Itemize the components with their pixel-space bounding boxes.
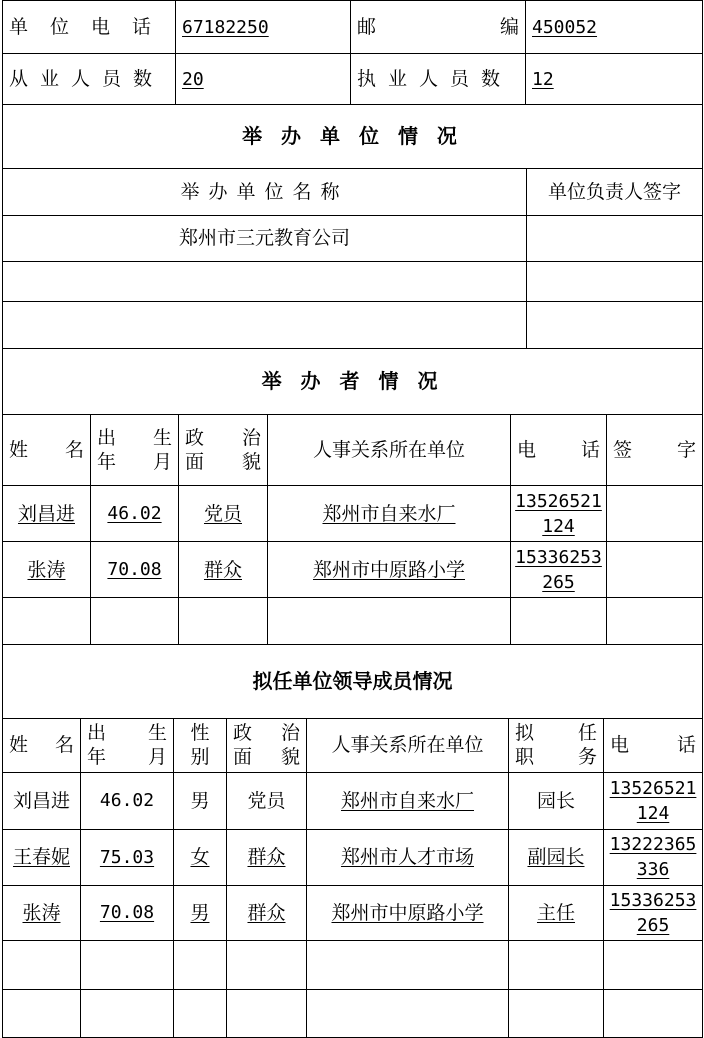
header-name: 姓 名	[3, 718, 81, 772]
leader-sex: 男	[174, 885, 227, 940]
leader-sex	[174, 989, 227, 1037]
table-row	[3, 542, 703, 598]
leader-birth: 70.08	[81, 885, 174, 940]
organizer-unit-sign	[527, 261, 703, 301]
organizer-unit	[268, 598, 511, 645]
organizer-birth: 70.08	[91, 542, 179, 598]
leader-name: 张涛	[3, 885, 81, 940]
header-name: 姓 名	[3, 415, 91, 486]
licensed-label: 执业人员数	[351, 54, 526, 105]
organizers-table	[2, 349, 703, 646]
leader-political: 党员	[227, 772, 307, 829]
organizer-sign	[607, 542, 703, 598]
leader-name: 王春妮	[3, 829, 81, 885]
header-birth: 出 生 年 月	[91, 415, 179, 486]
organizer-sign	[607, 486, 703, 542]
leader-sex: 女	[174, 829, 227, 885]
header-phone: 电 话	[511, 415, 607, 486]
leader-sex	[174, 940, 227, 989]
table-row	[3, 989, 703, 1037]
leader-political	[227, 940, 307, 989]
organizer-unit-name: 郑州市三元教育公司	[3, 215, 527, 261]
phone-value: 67182250	[176, 1, 351, 54]
header-sign: 签 字	[607, 415, 703, 486]
table-row	[3, 598, 703, 645]
header-political: 政 治 面 貌	[179, 415, 268, 486]
leader-phone	[604, 940, 703, 989]
header-post: 拟 任 职 务	[509, 718, 604, 772]
staff-value: 20	[176, 54, 351, 105]
leader-political	[227, 989, 307, 1037]
organizer-political: 党员	[179, 486, 268, 542]
table-row	[3, 486, 703, 542]
table-row	[3, 772, 703, 829]
leader-political: 群众	[227, 885, 307, 940]
staff-label: 从业人员数	[3, 54, 176, 105]
leader-unit: 郑州市自来水厂	[307, 772, 509, 829]
organizer-sign	[607, 598, 703, 645]
table-row	[3, 940, 703, 989]
header-unit: 人事关系所在单位	[268, 415, 511, 486]
leader-sex: 男	[174, 772, 227, 829]
leader-birth	[81, 940, 174, 989]
organizer-name	[3, 598, 91, 645]
table-row	[3, 829, 703, 885]
organizer-unit-sign	[527, 215, 703, 261]
postcode-label: 邮 编	[351, 1, 526, 54]
leader-phone	[604, 989, 703, 1037]
leader-post: 主任	[509, 885, 604, 940]
organizer-phone	[511, 598, 607, 645]
organizer-unit: 郑州市自来水厂	[268, 486, 511, 542]
leader-unit	[307, 940, 509, 989]
organizer-unit: 郑州市中原路小学	[268, 542, 511, 598]
organizer-phone: 15336253265	[511, 542, 607, 598]
phone-label: 单位电话	[3, 1, 176, 54]
leader-phone: 13526521124	[604, 772, 703, 829]
organizer-political: 群众	[179, 542, 268, 598]
leader-unit	[307, 989, 509, 1037]
organizer-units-table	[2, 105, 703, 349]
table-row	[3, 885, 703, 940]
leader-post	[509, 989, 604, 1037]
leaders-title: 拟任单位领导成员情况	[3, 645, 703, 718]
leader-name	[3, 940, 81, 989]
organizer-unit-sign-header: 单位负责人签字	[527, 168, 703, 215]
organizer-unit-name	[3, 301, 527, 348]
organizer-unit-sign	[527, 301, 703, 348]
leader-post	[509, 940, 604, 989]
organizer-name: 张涛	[3, 542, 91, 598]
leader-phone: 13222365336	[604, 829, 703, 885]
organizer-name: 刘昌进	[3, 486, 91, 542]
registration-form	[2, 0, 702, 1034]
leader-political: 群众	[227, 829, 307, 885]
leader-post: 副园长	[509, 829, 604, 885]
leaders-table	[2, 645, 703, 1038]
leader-name: 刘昌进	[3, 772, 81, 829]
organizers-title: 举 办 者 情 况	[3, 349, 703, 415]
header-political: 政 治 面 貌	[227, 718, 307, 772]
leader-unit: 郑州市中原路小学	[307, 885, 509, 940]
organizer-unit-name-header: 举办单位名称	[3, 168, 527, 215]
leader-birth	[81, 989, 174, 1037]
leader-post: 园长	[509, 772, 604, 829]
leader-unit: 郑州市人才市场	[307, 829, 509, 885]
leader-birth: 75.03	[81, 829, 174, 885]
organizer-unit-name	[3, 261, 527, 301]
organizer-political	[179, 598, 268, 645]
organizer-birth: 46.02	[91, 486, 179, 542]
organizer-units-title: 举 办 单 位 情 况	[3, 105, 703, 168]
header-phone: 电 话	[604, 718, 703, 772]
header-info-table	[2, 0, 703, 105]
header-sex: 性 别	[174, 718, 227, 772]
licensed-value: 12	[526, 54, 703, 105]
leader-birth: 46.02	[81, 772, 174, 829]
leader-phone: 15336253265	[604, 885, 703, 940]
header-birth: 出 生 年 月	[81, 718, 174, 772]
leader-name	[3, 989, 81, 1037]
postcode-value: 450052	[526, 1, 703, 54]
header-unit: 人事关系所在单位	[307, 718, 509, 772]
organizer-phone: 13526521124	[511, 486, 607, 542]
organizer-birth	[91, 598, 179, 645]
